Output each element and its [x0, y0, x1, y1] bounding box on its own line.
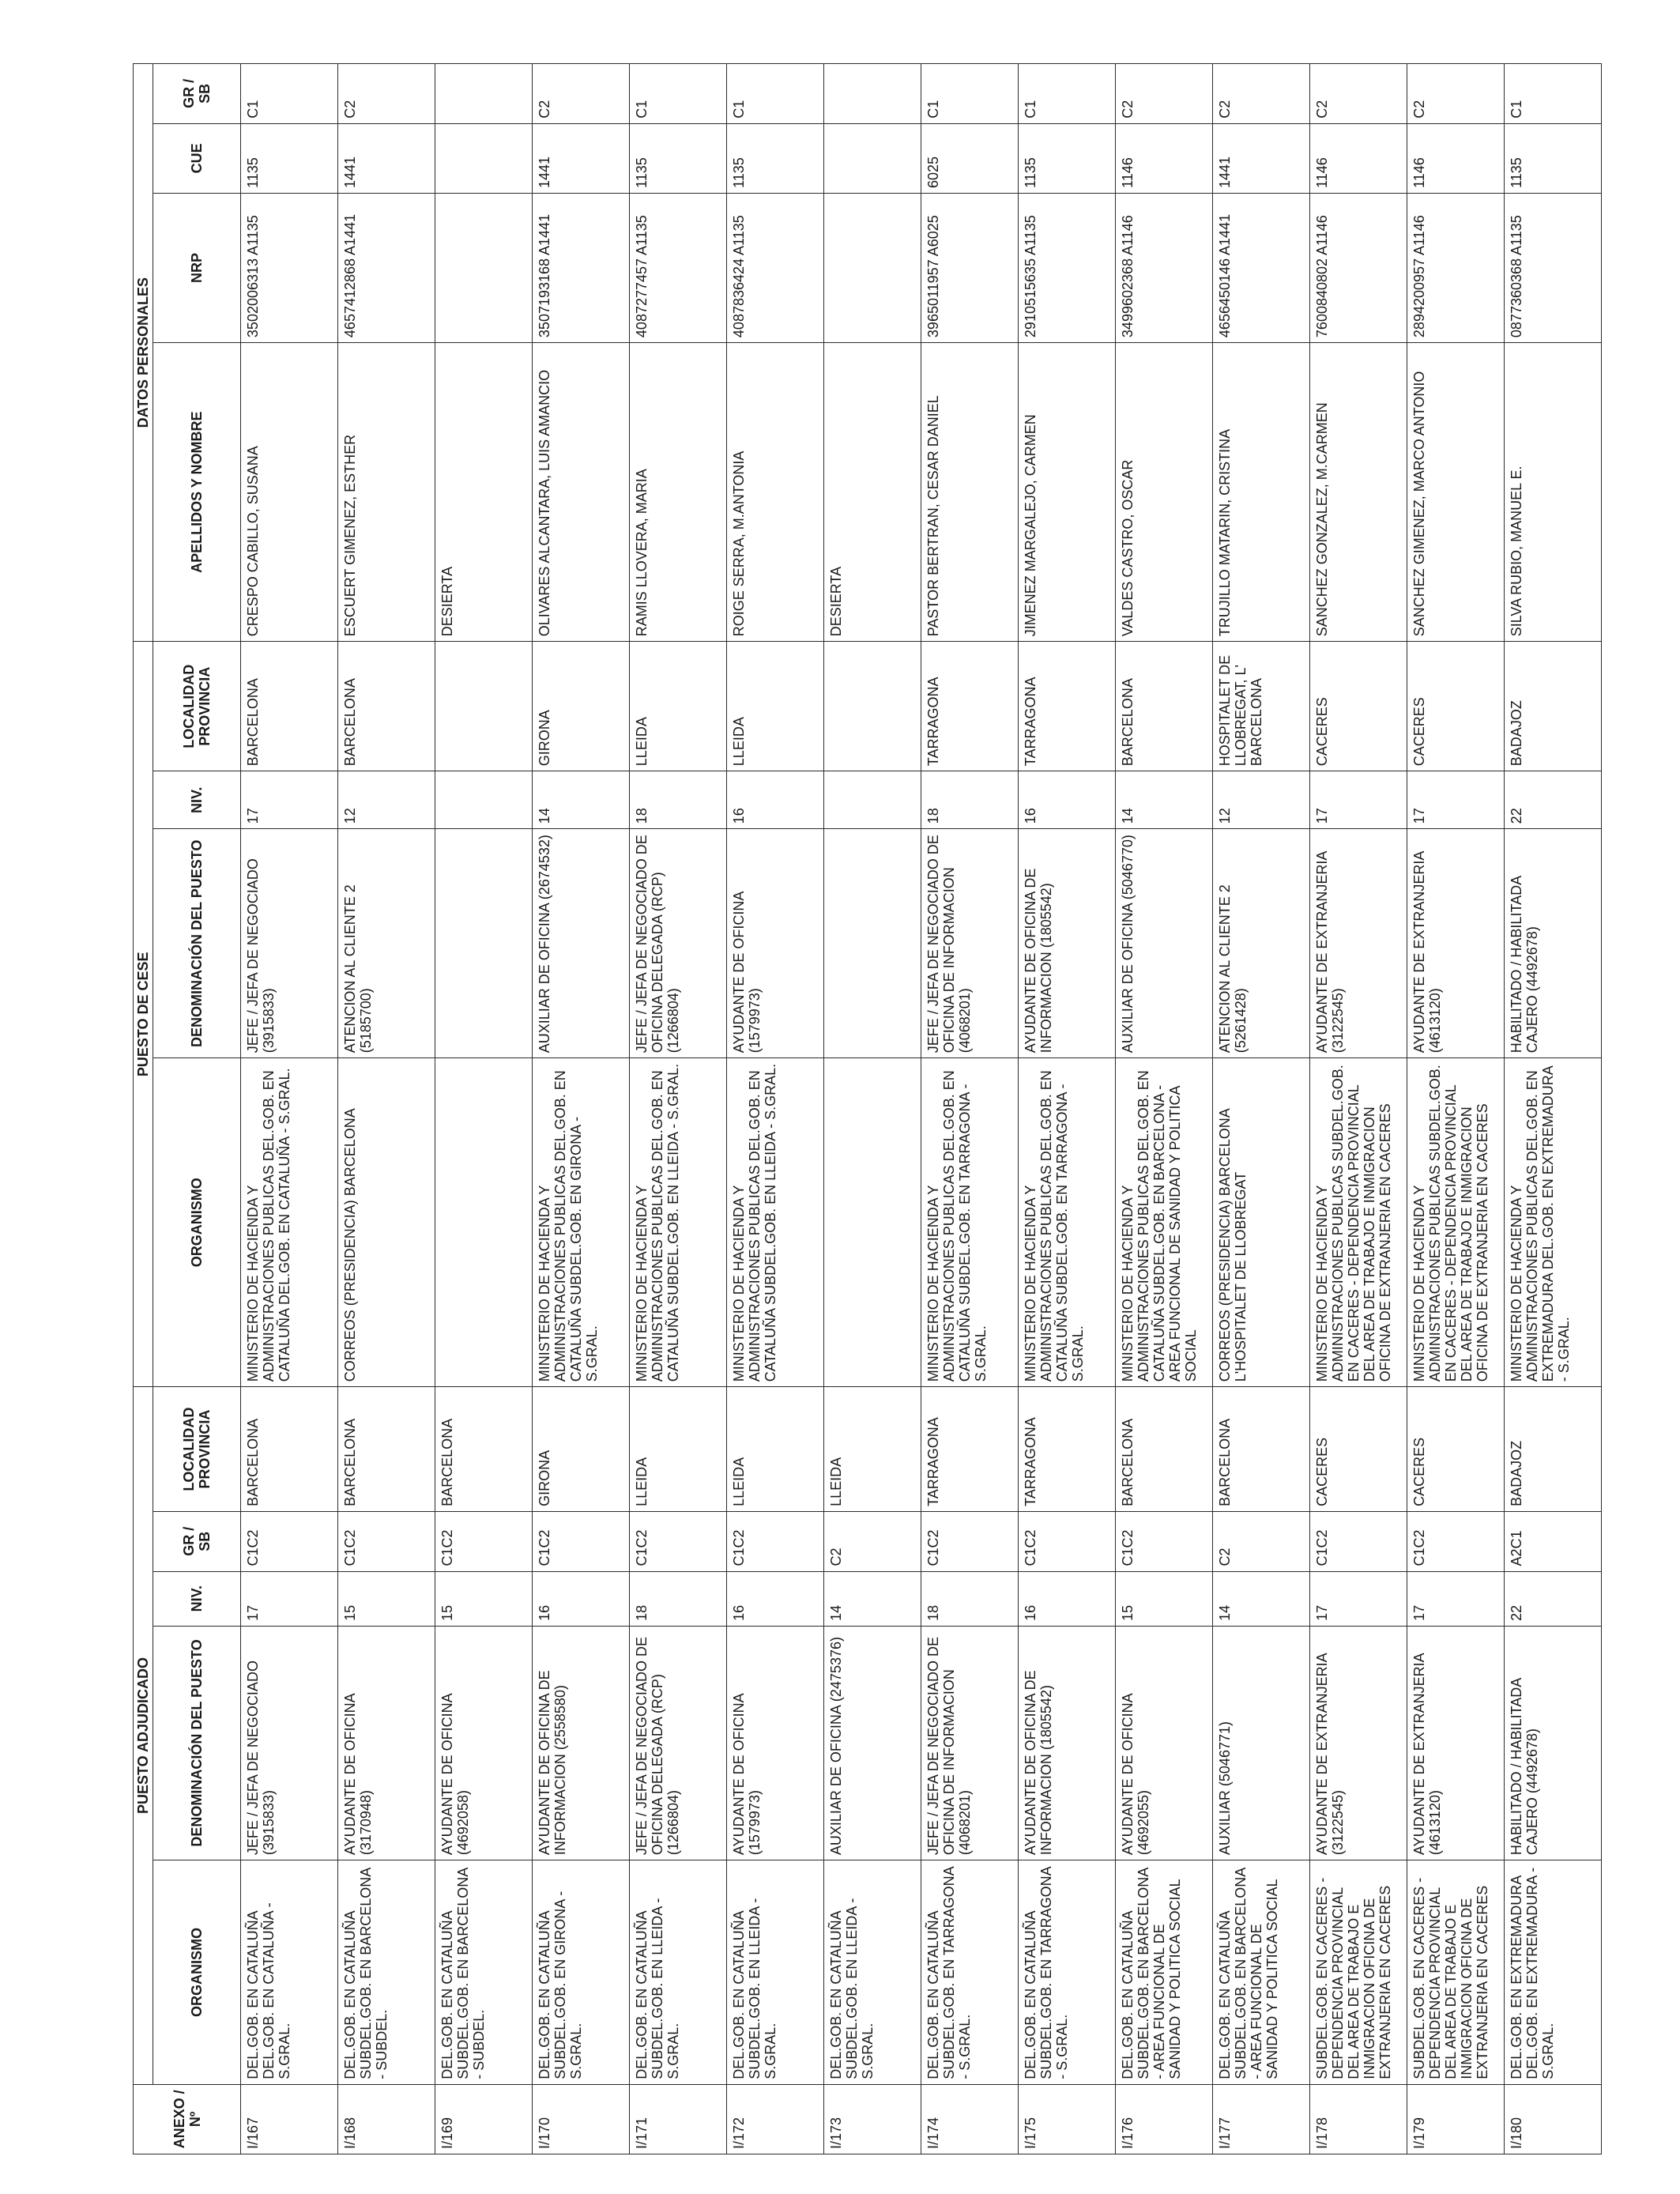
table-header — [134, 64, 241, 2154]
cell-adj-denominacion: AYUDANTE DE EXTRANJERIA (3122545) — [1310, 1626, 1407, 1860]
cell-adj-organismo: DEL.GOB. EN CATALUÑA SUBDEL.GOB. EN LLEIDA - S.GRAL. — [630, 1860, 727, 2085]
cell-ces-niv: 17 — [241, 771, 338, 829]
cell-adj-grsb: C2 — [1213, 1511, 1310, 1571]
cell-adj-niv: 17 — [241, 1571, 338, 1626]
cell-ces-denominacion: AYUDANTE DE OFICINA DE INFORMACION (1805542) — [1019, 829, 1116, 1058]
header-nrp: NRP — [153, 193, 241, 342]
cell-adj-organismo: DEL.GOB. EN CATALUÑA DEL.GOB. EN CATALUÑA - S.GRAL. — [241, 1860, 338, 2085]
cell-grsb: C2 — [1213, 64, 1310, 124]
cell-adj-localidad: GIRONA — [533, 1387, 630, 1512]
header-adj-grsb: GR / SB — [153, 1511, 241, 1571]
cell-grsb: C2 — [533, 64, 630, 124]
cell-apellidos-nombre: ROIGE SERRA, M.ANTONIA — [727, 343, 824, 642]
cell-nrp — [435, 193, 533, 342]
cell-ces-organismo: CORREOS (PRESIDENCIA) BARCELONA — [338, 1058, 435, 1387]
cell-adj-localidad: TARRAGONA — [1019, 1387, 1116, 1512]
cell-adj-localidad: BARCELONA — [435, 1387, 533, 1512]
cell-nrp: 7600840802 A1146 — [1310, 193, 1407, 342]
cell-cue — [824, 123, 921, 193]
cell-adj-grsb: C1C2 — [630, 1511, 727, 1571]
cell-ces-localidad: GIRONA — [533, 642, 630, 771]
cell-ces-niv — [435, 771, 533, 829]
cell-adj-denominacion: AYUDANTE DE OFICINA (4692055) — [1116, 1626, 1213, 1860]
cell-adj-denominacion: JEFE / JEFA DE NEGOCIADO DE OFICINA DELEGADA (RCP) (1266804) — [630, 1626, 727, 1860]
cell-adj-localidad: LLEIDA — [630, 1387, 727, 1512]
cell-apellidos-nombre: VALDES CASTRO, OSCAR — [1116, 343, 1213, 642]
cell-ces-niv: 18 — [630, 771, 727, 829]
cell-cue: 1441 — [1213, 123, 1310, 193]
cell-ces-localidad: BADAJOZ — [1505, 642, 1602, 771]
cell-apellidos-nombre: ESCUERT GIMENEZ, ESTHER — [338, 343, 435, 642]
cell-ces-organismo: MINISTERIO DE HACIENDA Y ADMINISTRACIONES PUBLICAS SUBDEL.GOB. EN CACERES - DEPENDENCIA PROVINCIAL DEL AREA DE TRABAJO E INMIGRACION OFICINA DE EXTRANJERIA EN CACERES — [1310, 1058, 1407, 1387]
cell-adj-denominacion: JEFE / JEFA DE NEGOCIADO DE OFICINA DE INFORMACION (4068201) — [921, 1626, 1019, 1860]
cell-ces-niv: 12 — [1213, 771, 1310, 829]
header-adj-denominacion: DENOMINACIÓN DEL PUESTO — [153, 1626, 241, 1860]
cell-cue: 1146 — [1407, 123, 1505, 193]
cell-anexo: I/168 — [338, 2084, 435, 2154]
cell-adj-niv: 15 — [338, 1571, 435, 1626]
cell-adj-localidad: CACERES — [1407, 1387, 1505, 1512]
cell-adj-organismo: SUBDEL.GOB. EN CACERES - DEPENDENCIA PROVINCIAL DEL AREA DE TRABAJO E INMIGRACION OFICINA DE EXTRANJERIA EN CACERES — [1407, 1860, 1505, 2085]
cell-anexo: I/167 — [241, 2084, 338, 2154]
header-ces-localidad: LOCALIDAD PROVINCIA — [153, 642, 241, 771]
cell-adj-grsb: C1C2 — [1116, 1511, 1213, 1571]
cell-cue — [435, 123, 533, 193]
cell-cue: 6025 — [921, 123, 1019, 193]
cell-adj-denominacion: AYUDANTE DE EXTRANJERIA (4613120) — [1407, 1626, 1505, 1860]
cell-cue: 1135 — [1019, 123, 1116, 193]
cell-grsb — [435, 64, 533, 124]
cell-adj-localidad: TARRAGONA — [921, 1387, 1019, 1512]
cell-ces-organismo: CORREOS (PRESIDENCIA) BARCELONA L'HOSPITALET DE LLOBREGAT — [1213, 1058, 1310, 1387]
cell-grsb: C2 — [338, 64, 435, 124]
cell-apellidos-nombre: OLIVARES ALCANTARA, LUIS AMANCIO — [533, 343, 630, 642]
cell-grsb: C1 — [241, 64, 338, 124]
cell-adj-niv: 15 — [1116, 1571, 1213, 1626]
cell-ces-niv: 14 — [533, 771, 630, 829]
cell-adj-denominacion: HABILITADO / HABILITADA CAJERO (4492678) — [1505, 1626, 1602, 1860]
table-row — [1505, 64, 1602, 2154]
cell-adj-grsb: C2 — [824, 1511, 921, 1571]
cell-ces-niv: 12 — [338, 771, 435, 829]
table-row — [1407, 64, 1505, 2154]
cell-grsb: C1 — [630, 64, 727, 124]
cell-cue: 1441 — [338, 123, 435, 193]
cell-adj-organismo: DEL.GOB. EN CATALUÑA SUBDEL.GOB. EN GIRONA - S.GRAL. — [533, 1860, 630, 2085]
cell-ces-denominacion — [824, 829, 921, 1058]
table-row — [630, 64, 727, 2154]
cell-nrp: 3499602368 A1146 — [1116, 193, 1213, 342]
header-ces-organismo: ORGANISMO — [153, 1058, 241, 1387]
cell-ces-denominacion: HABILITADO / HABILITADA CAJERO (4492678) — [1505, 829, 1602, 1058]
cell-adj-niv: 16 — [533, 1571, 630, 1626]
cell-adj-niv: 17 — [1310, 1571, 1407, 1626]
header-ces-niv: NIV. — [153, 771, 241, 829]
cell-ces-localidad: TARRAGONA — [1019, 642, 1116, 771]
cell-ces-denominacion: JEFE / JEFA DE NEGOCIADO DE OFICINA DELEGADA (RCP) (1266804) — [630, 829, 727, 1058]
table-row — [824, 64, 921, 2154]
cell-adj-organismo: DEL.GOB. EN CATALUÑA SUBDEL.GOB. EN BARCELONA - AREA FUNCIONAL DE SANIDAD Y POLITICA SOCIAL — [1213, 1860, 1310, 2085]
header-grsb: GR / SB — [153, 64, 241, 124]
cell-adj-localidad: BARCELONA — [338, 1387, 435, 1512]
cell-adj-grsb: C1C2 — [533, 1511, 630, 1571]
cell-ces-localidad: BARCELONA — [241, 642, 338, 771]
cell-adj-niv: 16 — [1019, 1571, 1116, 1626]
table-row — [1116, 64, 1213, 2154]
cell-adj-niv: 14 — [1213, 1571, 1310, 1626]
cell-anexo: I/178 — [1310, 2084, 1407, 2154]
cell-adj-niv: 17 — [1407, 1571, 1505, 1626]
cell-ces-denominacion: ATENCION AL CLIENTE 2 (5185700) — [338, 829, 435, 1058]
cell-cue: 1146 — [1310, 123, 1407, 193]
cell-adj-localidad: LLEIDA — [824, 1387, 921, 1512]
cell-adj-localidad: LLEIDA — [727, 1387, 824, 1512]
cell-grsb: C1 — [921, 64, 1019, 124]
table-body — [241, 64, 1602, 2154]
cell-adj-organismo: DEL.GOB. EN CATALUÑA SUBDEL.GOB. EN BARCELONA - SUBDEL. — [338, 1860, 435, 2085]
cell-adj-denominacion: AYUDANTE DE OFICINA DE INFORMACION (2558580) — [533, 1626, 630, 1860]
table-row — [1019, 64, 1116, 2154]
cell-cue: 1135 — [241, 123, 338, 193]
cell-adj-niv: 18 — [921, 1571, 1019, 1626]
cell-ces-organismo: MINISTERIO DE HACIENDA Y ADMINISTRACIONES PUBLICAS DEL.GOB. EN EXTREMADURA DEL.GOB. EN EXTREMADURA - S.GRAL. — [1505, 1058, 1602, 1387]
cell-ces-organismo: MINISTERIO DE HACIENDA Y ADMINISTRACIONES PUBLICAS DEL.GOB. EN CATALUÑA SUBDEL.GOB. EN LLEIDA - S.GRAL. — [630, 1058, 727, 1387]
cell-apellidos-nombre: JIMENEZ MARGALEJO, CARMEN — [1019, 343, 1116, 642]
cell-adj-grsb: C1C2 — [1407, 1511, 1505, 1571]
cell-adj-organismo: DEL.GOB. EN CATALUÑA SUBDEL.GOB. EN TARRAGONA - S.GRAL. — [921, 1860, 1019, 2085]
cell-grsb: C2 — [1116, 64, 1213, 124]
header-cue: CUE — [153, 123, 241, 193]
cell-apellidos-nombre: SANCHEZ GONZALEZ, M.CARMEN — [1310, 343, 1407, 642]
cell-apellidos-nombre: PASTOR BERTRAN, CESAR DANIEL — [921, 343, 1019, 642]
cell-adj-niv: 15 — [435, 1571, 533, 1626]
cell-ces-organismo: MINISTERIO DE HACIENDA Y ADMINISTRACIONES PUBLICAS DEL.GOB. EN CATALUÑA SUBDEL.GOB. EN LLEIDA - S.GRAL. — [727, 1058, 824, 1387]
cell-nrp: 4087836424 A1135 — [727, 193, 824, 342]
cell-adj-grsb: C1C2 — [727, 1511, 824, 1571]
header-group-personales: DATOS PERSONALES — [134, 64, 153, 642]
cell-ces-localidad — [435, 642, 533, 771]
cell-anexo: I/170 — [533, 2084, 630, 2154]
header-anexo: ANEXO / Nº — [134, 2084, 241, 2154]
cell-ces-localidad: CACERES — [1407, 642, 1505, 771]
cell-nrp: 3502006313 A1135 — [241, 193, 338, 342]
cell-ces-organismo: MINISTERIO DE HACIENDA Y ADMINISTRACIONES PUBLICAS DEL.GOB. EN CATALUÑA SUBDEL.GOB. EN BARCELONA - AREA FUNCIONAL DE SANIDAD Y POLITICA SOCIAL — [1116, 1058, 1213, 1387]
header-adj-localidad: LOCALIDAD PROVINCIA — [153, 1387, 241, 1512]
cell-ces-niv: 14 — [1116, 771, 1213, 829]
cell-adj-localidad: BARCELONA — [1213, 1387, 1310, 1512]
cell-anexo: I/174 — [921, 2084, 1019, 2154]
cell-adj-denominacion: AUXILIAR DE OFICINA (2475376) — [824, 1626, 921, 1860]
cell-apellidos-nombre: DESIERTA — [435, 343, 533, 642]
cell-ces-niv — [824, 771, 921, 829]
cell-grsb: C1 — [1019, 64, 1116, 124]
cell-ces-denominacion: AYUDANTE DE EXTRANJERIA (3122545) — [1310, 829, 1407, 1058]
cell-adj-grsb: C1C2 — [921, 1511, 1019, 1571]
cell-ces-localidad: TARRAGONA — [921, 642, 1019, 771]
cell-nrp: 2894200957 A1146 — [1407, 193, 1505, 342]
cell-adj-denominacion: AYUDANTE DE OFICINA (1579973) — [727, 1626, 824, 1860]
cell-anexo: I/171 — [630, 2084, 727, 2154]
cell-adj-denominacion: AYUDANTE DE OFICINA (3170948) — [338, 1626, 435, 1860]
table-row — [338, 64, 435, 2154]
cell-ces-localidad — [824, 642, 921, 771]
cell-grsb — [824, 64, 921, 124]
cell-ces-denominacion: JEFE / JEFA DE NEGOCIADO DE OFICINA DE INFORMACION (4068201) — [921, 829, 1019, 1058]
cell-adj-localidad: BARCELONA — [241, 1387, 338, 1512]
cell-anexo: I/172 — [727, 2084, 824, 2154]
cell-adj-organismo: DEL.GOB. EN CATALUÑA SUBDEL.GOB. EN LLEIDA - S.GRAL. — [824, 1860, 921, 2085]
cell-grsb: C1 — [1505, 64, 1602, 124]
cell-nrp: 3507193168 A1441 — [533, 193, 630, 342]
cell-nrp: 0877360368 A1135 — [1505, 193, 1602, 342]
cell-nrp — [824, 193, 921, 342]
cell-adj-grsb: C1C2 — [338, 1511, 435, 1571]
cell-adj-localidad: BADAJOZ — [1505, 1387, 1602, 1512]
table-row — [533, 64, 630, 2154]
cell-ces-organismo: MINISTERIO DE HACIENDA Y ADMINISTRACIONES PUBLICAS DEL.GOB. EN CATALUÑA SUBDEL.GOB. EN GIRONA - S.GRAL. — [533, 1058, 630, 1387]
cell-ces-denominacion: AYUDANTE DE EXTRANJERIA (4613120) — [1407, 829, 1505, 1058]
cell-ces-niv: 17 — [1407, 771, 1505, 829]
header-group-cese: PUESTO DE CESE — [134, 642, 153, 1387]
header-apellidos: APELLIDOS Y NOMBRE — [153, 343, 241, 642]
table-row — [241, 64, 338, 2154]
cell-nrp: 3965011957 A6025 — [921, 193, 1019, 342]
cell-ces-denominacion: JEFE / JEFA DE NEGOCIADO (3915833) — [241, 829, 338, 1058]
cell-ces-localidad: HOSPITALET DE LLOBREGAT, L' BARCELONA — [1213, 642, 1310, 771]
header-ces-denominacion: DENOMINACIÓN DEL PUESTO — [153, 829, 241, 1058]
table-row — [727, 64, 824, 2154]
cell-adj-niv: 22 — [1505, 1571, 1602, 1626]
assignments-table — [133, 63, 1602, 2154]
cell-cue: 1135 — [727, 123, 824, 193]
cell-ces-localidad: CACERES — [1310, 642, 1407, 771]
cell-adj-grsb: A2C1 — [1505, 1511, 1602, 1571]
cell-adj-denominacion: AYUDANTE DE OFICINA DE INFORMACION (1805542) — [1019, 1626, 1116, 1860]
cell-ces-localidad: BARCELONA — [338, 642, 435, 771]
table-row — [1213, 64, 1310, 2154]
cell-ces-denominacion: AUXILIAR DE OFICINA (5046770) — [1116, 829, 1213, 1058]
cell-cue: 1135 — [1505, 123, 1602, 193]
cell-cue: 1135 — [630, 123, 727, 193]
cell-apellidos-nombre: RAMIS LLOVERA, MARIA — [630, 343, 727, 642]
cell-ces-denominacion: AUXILIAR DE OFICINA (2674532) — [533, 829, 630, 1058]
cell-anexo: I/175 — [1019, 2084, 1116, 2154]
cell-apellidos-nombre: CRESPO CABILLO, SUSANA — [241, 343, 338, 642]
cell-anexo: I/177 — [1213, 2084, 1310, 2154]
cell-adj-denominacion: AUXILIAR (5046771) — [1213, 1626, 1310, 1860]
cell-adj-grsb: C1C2 — [241, 1511, 338, 1571]
cell-adj-localidad: CACERES — [1310, 1387, 1407, 1512]
cell-ces-niv: 16 — [1019, 771, 1116, 829]
cell-ces-organismo: MINISTERIO DE HACIENDA Y ADMINISTRACIONES PUBLICAS DEL.GOB. EN CATALUÑA SUBDEL.GOB. EN TARRAGONA - S.GRAL. — [921, 1058, 1019, 1387]
cell-adj-grsb: C1C2 — [1019, 1511, 1116, 1571]
table-row — [1310, 64, 1407, 2154]
cell-adj-organismo: DEL.GOB. EN CATALUÑA SUBDEL.GOB. EN BARCELONA - SUBDEL. — [435, 1860, 533, 2085]
cell-grsb: C2 — [1407, 64, 1505, 124]
cell-adj-organismo: DEL.GOB. EN CATALUÑA SUBDEL.GOB. EN LLEIDA - S.GRAL. — [727, 1860, 824, 2085]
table-row — [435, 64, 533, 2154]
cell-apellidos-nombre: SILVA RUBIO, MANUEL E. — [1505, 343, 1602, 642]
cell-adj-localidad: BARCELONA — [1116, 1387, 1213, 1512]
cell-adj-organismo: DEL.GOB. EN CATALUÑA SUBDEL.GOB. EN BARCELONA - AREA FUNCIONAL DE SANIDAD Y POLITICA SOCIAL — [1116, 1860, 1213, 2085]
cell-anexo: I/169 — [435, 2084, 533, 2154]
cell-apellidos-nombre: SANCHEZ GIMENEZ, MARCO ANTONIO — [1407, 343, 1505, 642]
cell-ces-organismo: MINISTERIO DE HACIENDA Y ADMINISTRACIONES PUBLICAS DEL.GOB. EN CATALUÑA DEL.GOB. EN CATALUÑA - S.GRAL. — [241, 1058, 338, 1387]
cell-anexo: I/176 — [1116, 2084, 1213, 2154]
header-adj-organismo: ORGANISMO — [153, 1860, 241, 2085]
cell-anexo: I/180 — [1505, 2084, 1602, 2154]
cell-adj-denominacion: JEFE / JEFA DE NEGOCIADO (3915833) — [241, 1626, 338, 1860]
cell-adj-organismo: DEL.GOB. EN CATALUÑA SUBDEL.GOB. EN TARRAGONA - S.GRAL. — [1019, 1860, 1116, 2085]
cell-grsb: C2 — [1310, 64, 1407, 124]
cell-ces-niv: 16 — [727, 771, 824, 829]
cell-nrp: 4656450146 A1441 — [1213, 193, 1310, 342]
cell-adj-niv: 14 — [824, 1571, 921, 1626]
cell-ces-niv: 18 — [921, 771, 1019, 829]
cell-adj-denominacion: AYUDANTE DE OFICINA (4692058) — [435, 1626, 533, 1860]
cell-ces-organismo — [824, 1058, 921, 1387]
cell-adj-niv: 18 — [630, 1571, 727, 1626]
cell-nrp: 2910515635 A1135 — [1019, 193, 1116, 342]
cell-adj-niv: 16 — [727, 1571, 824, 1626]
cell-ces-niv: 22 — [1505, 771, 1602, 829]
cell-ces-organismo: MINISTERIO DE HACIENDA Y ADMINISTRACIONES PUBLICAS DEL.GOB. EN CATALUÑA SUBDEL.GOB. EN TARRAGONA - S.GRAL. — [1019, 1058, 1116, 1387]
cell-adj-organismo: SUBDEL.GOB. EN CACERES - DEPENDENCIA PROVINCIAL DEL AREA DE TRABAJO E INMIGRACION OFICINA DE EXTRANJERIA EN CACERES — [1310, 1860, 1407, 2085]
cell-nrp: 4657412868 A1441 — [338, 193, 435, 342]
cell-ces-denominacion: AYUDANTE DE OFICINA (1579973) — [727, 829, 824, 1058]
cell-ces-organismo — [435, 1058, 533, 1387]
cell-nrp: 4087277457 A1135 — [630, 193, 727, 342]
cell-anexo: I/173 — [824, 2084, 921, 2154]
cell-adj-grsb: C1C2 — [435, 1511, 533, 1571]
cell-cue: 1146 — [1116, 123, 1213, 193]
cell-ces-denominacion — [435, 829, 533, 1058]
header-adj-niv: NIV. — [153, 1571, 241, 1626]
cell-adj-grsb: C1C2 — [1310, 1511, 1407, 1571]
header-group-adjudicado: PUESTO ADJUDICADO — [134, 1387, 153, 2084]
table-row — [921, 64, 1019, 2154]
cell-anexo: I/179 — [1407, 2084, 1505, 2154]
cell-ces-localidad: LLEIDA — [727, 642, 824, 771]
cell-apellidos-nombre: TRUJILLO MATARIN, CRISTINA — [1213, 343, 1310, 642]
cell-cue: 1441 — [533, 123, 630, 193]
cell-ces-niv: 17 — [1310, 771, 1407, 829]
cell-ces-localidad: LLEIDA — [630, 642, 727, 771]
cell-ces-denominacion: ATENCION AL CLIENTE 2 (5261428) — [1213, 829, 1310, 1058]
cell-grsb: C1 — [727, 64, 824, 124]
cell-adj-organismo: DEL.GOB. EN EXTREMADURA DEL.GOB. EN EXTREMADURA - S.GRAL. — [1505, 1860, 1602, 2085]
cell-ces-organismo: MINISTERIO DE HACIENDA Y ADMINISTRACIONES PUBLICAS SUBDEL.GOB. EN CACERES - DEPENDENCIA PROVINCIAL DEL AREA DE TRABAJO E INMIGRACION OFICINA DE EXTRANJERIA EN CACERES — [1407, 1058, 1505, 1387]
cell-ces-localidad: BARCELONA — [1116, 642, 1213, 771]
cell-apellidos-nombre: DESIERTA — [824, 343, 921, 642]
